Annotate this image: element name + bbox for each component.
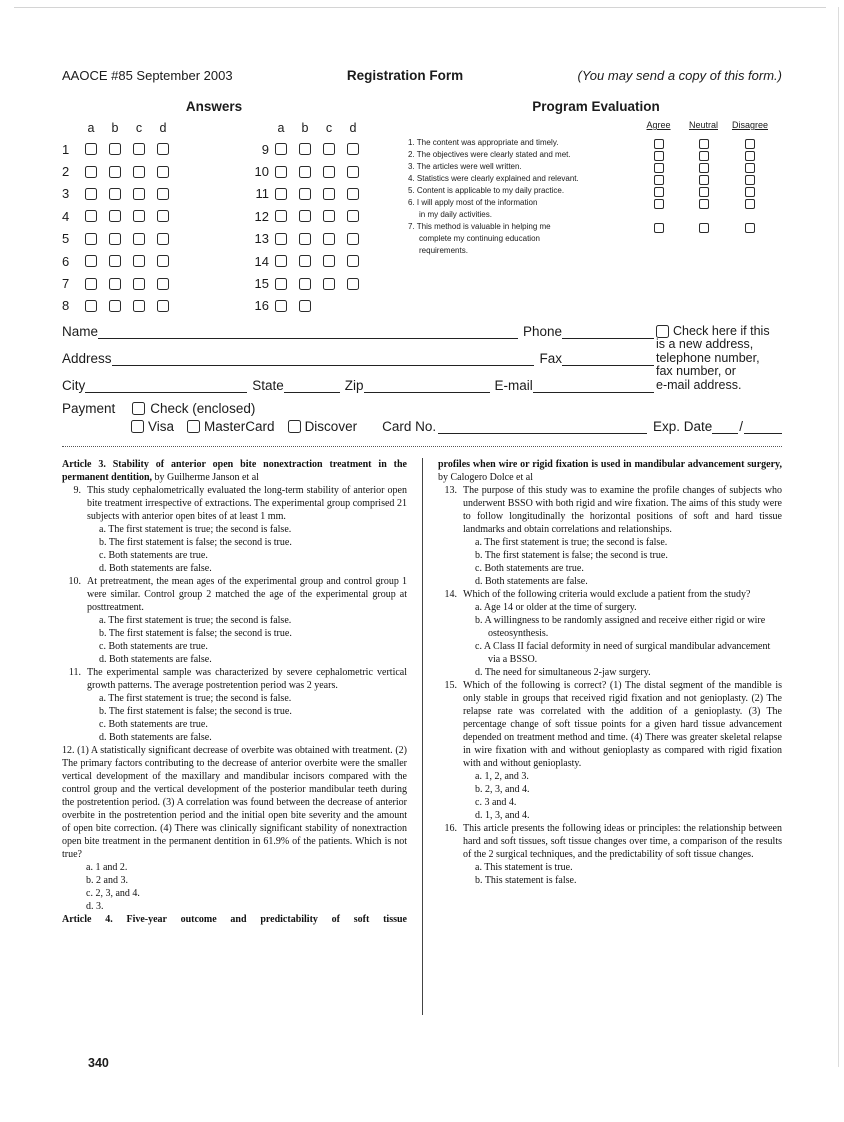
answer-option: c. Both statements are true.: [475, 563, 584, 574]
answer-checkbox-12a[interactable]: [275, 210, 287, 222]
issue-label: AAOCE #85 September 2003: [62, 68, 233, 83]
answer-checkbox-11d[interactable]: [347, 188, 359, 200]
answer-row: [62, 138, 175, 160]
answer-option: b. This statement is false.: [475, 875, 577, 886]
note-text-line: Check here if this: [673, 324, 770, 338]
answer-number: 1: [62, 141, 70, 157]
address-row: [62, 352, 654, 366]
answer-checkbox-1d[interactable]: [157, 143, 169, 155]
answer-checkbox-14d[interactable]: [347, 255, 359, 267]
answer-option: a. Age 14 or older at the time of surgery.: [475, 602, 637, 613]
answer-number: 5: [62, 231, 70, 247]
evaluation-checkbox-4-agree[interactable]: [654, 175, 664, 185]
answer-letter-label: b: [301, 121, 309, 135]
scan-edge-right: [838, 7, 839, 1067]
answer-checkbox-12b[interactable]: [299, 210, 311, 222]
evaluation-checkbox-7-disagree[interactable]: [745, 223, 755, 233]
fax-fill-line[interactable]: [562, 352, 654, 366]
article-byline: by Calogero Dolce et al: [438, 472, 533, 483]
answer-row: [62, 295, 175, 317]
card-option: [288, 419, 358, 434]
dotted-divider: [62, 446, 782, 447]
answer-checkbox-2a[interactable]: [85, 166, 97, 178]
answer-checkbox-10c[interactable]: [323, 166, 335, 178]
question-number: 14.: [444, 589, 457, 600]
evaluation-checkbox-5-neutral[interactable]: [699, 187, 709, 197]
question-text: At pretreatment, the mean ages of the experimental group and control group 1 were similar. Control group 2 matched the age of the experimental group at posttreatment.: [87, 576, 407, 613]
answer-checkbox-3a[interactable]: [85, 188, 97, 200]
answer-checkbox-15a[interactable]: [275, 278, 287, 290]
answers-section: [62, 99, 366, 317]
evaluation-item-text: 3. The articles were well written.: [408, 162, 522, 171]
new-address-checkbox[interactable]: [656, 325, 669, 338]
evaluation-item: [408, 185, 784, 197]
answer-number: 13: [254, 231, 269, 247]
answer-checkbox-15b[interactable]: [299, 278, 311, 290]
answer-checkbox-9a[interactable]: [275, 143, 287, 155]
answer-letter-label: d: [349, 121, 357, 135]
card-option-label: Discover: [304, 419, 358, 434]
payment-label: Payment: [62, 401, 116, 416]
question-text: The experimental sample was characterized by severe cephalometric vertical growth patterns. The average postretention period was 2 years.: [87, 667, 407, 691]
article-title-text: Article 3. Stability of anterior open bite nonextraction treatment in the permanent dentition,: [62, 459, 407, 483]
card-row: [131, 419, 782, 434]
answer-option: a. The first statement is true; the second is false.: [99, 524, 292, 535]
evaluation-item-text: 7. This method is valuable in helping me complete my continuing education requirements.: [408, 222, 551, 255]
answer-number: 16: [254, 298, 269, 314]
answer-checkbox-4c[interactable]: [133, 210, 145, 222]
address-label: Address: [62, 351, 112, 366]
answer-number: 9: [261, 141, 269, 157]
articles-section: [62, 458, 782, 926]
answer-checkbox-6a[interactable]: [85, 255, 97, 267]
card-option-label: MasterCard: [204, 419, 275, 434]
answer-option: c. Both statements are true.: [99, 550, 208, 561]
answer-row: [239, 138, 365, 160]
answer-row: [239, 160, 365, 182]
answer-checkbox-1c[interactable]: [133, 143, 145, 155]
answer-option: b. 2, 3, and 4.: [475, 784, 530, 795]
city-label: City: [62, 378, 86, 393]
phone-label: Phone: [522, 324, 562, 339]
card-checkbox-mastercard[interactable]: [187, 420, 200, 433]
phone-fill-line[interactable]: [562, 325, 654, 339]
answers-heading: Answers: [185, 99, 243, 114]
answer-number: 14: [254, 253, 269, 269]
page-number: 340: [88, 1056, 109, 1070]
question-text: This study cephalometrically evaluated the long-term stability of anterior open bite treatment irrespective of extractions. The experimental group comprised 21 subjects with anterior open bites of at least 1 mm.: [87, 485, 407, 522]
answer-row: [239, 183, 365, 205]
evaluation-checkbox-2-neutral[interactable]: [699, 151, 709, 161]
answer-checkbox-1a[interactable]: [85, 143, 97, 155]
answer-checkbox-11a[interactable]: [275, 188, 287, 200]
answer-row: [239, 205, 365, 227]
evaluation-checkbox-2-agree[interactable]: [654, 151, 664, 161]
answer-checkbox-13c[interactable]: [323, 233, 335, 245]
answer-option: b. The first statement is false; the second is true.: [99, 628, 292, 639]
answer-checkbox-9c[interactable]: [323, 143, 335, 155]
answer-checkbox-9b[interactable]: [299, 143, 311, 155]
evaluation-item-text: 4. Statistics were clearly explained and relevant.: [408, 174, 579, 183]
answer-checkbox-10a[interactable]: [275, 166, 287, 178]
evaluation-items: [408, 137, 784, 257]
question: [438, 484, 782, 588]
question: [438, 822, 782, 887]
evaluation-item: [408, 221, 784, 257]
city-row: [62, 379, 654, 393]
evaluation-column-headers: [408, 120, 784, 130]
articles-right-column: [438, 458, 782, 926]
answer-checkbox-7b[interactable]: [109, 278, 121, 290]
answer-letter-label: a: [277, 121, 285, 135]
note-text-line: is a new address,: [656, 337, 754, 352]
answer-option: a. 1, 2, and 3.: [475, 771, 529, 782]
answer-checkbox-1b[interactable]: [109, 143, 121, 155]
answer-option: a. 1 and 2.: [86, 862, 128, 873]
question-number: 9.: [73, 485, 81, 496]
question: [438, 588, 782, 679]
answer-number: 6: [62, 253, 70, 269]
evaluation-item: [408, 197, 784, 221]
answer-checkbox-2d[interactable]: [157, 166, 169, 178]
address-fill-line[interactable]: [112, 352, 535, 366]
answer-checkbox-5d[interactable]: [157, 233, 169, 245]
question-number: 11.: [68, 667, 81, 678]
evaluation-checkbox-3-neutral[interactable]: [699, 163, 709, 173]
answer-option: d. Both statements are false.: [99, 732, 212, 743]
article-title: [62, 913, 407, 926]
evaluation-checkbox-6-disagree[interactable]: [745, 199, 755, 209]
answer-checkbox-4a[interactable]: [85, 210, 97, 222]
evaluation-checkbox-1-agree[interactable]: [654, 139, 664, 149]
answer-checkbox-12d[interactable]: [347, 210, 359, 222]
answer-option: d. Both statements are false.: [475, 576, 588, 587]
answer-row: [239, 228, 365, 250]
answer-checkbox-4b[interactable]: [109, 210, 121, 222]
evaluation-checkbox-7-agree[interactable]: [654, 223, 664, 233]
evaluation-checkbox-3-agree[interactable]: [654, 163, 664, 173]
check-enclosed-checkbox[interactable]: [132, 402, 145, 415]
email-label: E-mail: [494, 378, 533, 393]
question-text: Which of the following criteria would exclude a patient from the study?: [463, 589, 751, 600]
question: [438, 679, 782, 822]
answer-checkbox-6d[interactable]: [157, 255, 169, 267]
zip-label: Zip: [344, 378, 364, 393]
evaluation-item-text: 1. The content was appropriate and timely.: [408, 138, 559, 147]
article-byline: by Guilherme Janson et al: [152, 472, 259, 483]
evaluation-item-text: 5. Content is applicable to my daily practice.: [408, 186, 565, 195]
answer-letters-row: [62, 118, 175, 138]
answer-letter-label: a: [87, 121, 95, 135]
state-fill-line[interactable]: [284, 379, 340, 393]
question-text: This article presents the following ideas or principles: the relationship between hard and soft tissues, soft tissue changes over time, a comparison of the results of the 2 surgical techniques, and the predictability of soft tissue changes.: [463, 823, 782, 860]
article-title-text: profiles when wire or rigid fixation is used in mandibular advancement surgery,: [438, 459, 782, 470]
answer-number: 8: [62, 298, 70, 314]
answer-checkbox-15d[interactable]: [347, 278, 359, 290]
page-header: [62, 68, 782, 83]
answer-letter-label: b: [111, 121, 119, 135]
card-checkbox-visa[interactable]: [131, 420, 144, 433]
exp-month-fill-line[interactable]: [712, 420, 738, 434]
answer-number: 2: [62, 164, 70, 180]
evaluation-checkbox-5-disagree[interactable]: [745, 187, 755, 197]
answer-row: [239, 295, 365, 317]
answer-checkbox-3c[interactable]: [133, 188, 145, 200]
answer-row: [62, 228, 175, 250]
answer-letter-label: d: [159, 121, 167, 135]
evaluation-checkbox-4-disagree[interactable]: [745, 175, 755, 185]
answer-checkbox-2b[interactable]: [109, 166, 121, 178]
answer-checkbox-5a[interactable]: [85, 233, 97, 245]
answer-number: 12: [254, 208, 269, 224]
answer-checkbox-8d[interactable]: [157, 300, 169, 312]
answer-option: d. 3.: [86, 901, 104, 912]
question: [62, 484, 407, 575]
copy-note: (You may send a copy of this form.): [577, 68, 782, 83]
answer-option: d. 1, 3, and 4.: [475, 810, 530, 821]
answer-checkbox-3b[interactable]: [109, 188, 121, 200]
page-title: Registration Form: [346, 68, 464, 83]
answer-row: [62, 183, 175, 205]
answer-checkbox-4d[interactable]: [157, 210, 169, 222]
answer-option: b. The first statement is false; the second is true.: [475, 550, 668, 561]
evaluation-heading: Program Evaluation: [532, 99, 660, 114]
answer-checkbox-8a[interactable]: [85, 300, 97, 312]
answer-checkbox-7d[interactable]: [157, 278, 169, 290]
answer-checkbox-11b[interactable]: [299, 188, 311, 200]
answer-option: c. 2, 3, and 4.: [86, 888, 140, 899]
evaluation-checkbox-3-disagree[interactable]: [745, 163, 755, 173]
evaluation-column-header: Agree: [646, 120, 671, 130]
evaluation-header-spacer: [408, 120, 636, 130]
name-label: Name: [62, 324, 99, 339]
evaluation-checkbox-1-neutral[interactable]: [699, 139, 709, 149]
exp-separator: /: [739, 419, 743, 434]
answer-number: 15: [254, 276, 269, 292]
card-no-label: Card No.: [382, 419, 437, 434]
evaluation-column-header: Neutral: [688, 120, 718, 130]
evaluation-item: [408, 161, 784, 173]
note-text-line: e-mail address.: [656, 377, 742, 392]
answer-letter-label: c: [135, 121, 143, 135]
answer-option: c. 3 and 4.: [475, 797, 517, 808]
answer-row: [62, 160, 175, 182]
answer-checkbox-10b[interactable]: [299, 166, 311, 178]
answer-checkbox-16b[interactable]: [299, 300, 311, 312]
answer-row: [62, 272, 175, 294]
card-options: [131, 419, 370, 434]
answer-checkbox-14c[interactable]: [323, 255, 335, 267]
answer-checkbox-6c[interactable]: [133, 255, 145, 267]
name-fill-line[interactable]: [98, 325, 518, 339]
evaluation-checkbox-4-neutral[interactable]: [699, 175, 709, 185]
evaluation-checkbox-6-neutral[interactable]: [699, 199, 709, 209]
answer-letters-row: [239, 118, 365, 138]
evaluation-checkbox-5-agree[interactable]: [654, 187, 664, 197]
payment-row: [62, 401, 255, 416]
evaluation-checkbox-6-agree[interactable]: [654, 199, 664, 209]
article-title: [438, 458, 782, 484]
note-text-line: telephone number,: [656, 350, 760, 365]
note-text-line: fax number, or: [656, 364, 736, 379]
column-divider: [422, 458, 423, 1015]
answer-checkbox-13d[interactable]: [347, 233, 359, 245]
answer-checkbox-8c[interactable]: [133, 300, 145, 312]
evaluation-item: [408, 149, 784, 161]
card-option-label: Visa: [148, 419, 175, 434]
answer-option: d. The need for simultaneous 2-jaw surgery.: [475, 667, 651, 678]
article-title-text: Article 4. Five-year outcome and predictability of soft tissue: [62, 914, 407, 925]
answer-checkbox-5c[interactable]: [133, 233, 145, 245]
answer-option: b. The first statement is false; the second is true.: [99, 706, 292, 717]
answer-checkbox-14b[interactable]: [299, 255, 311, 267]
question-number: 10.: [68, 576, 81, 587]
card-no-fill-line[interactable]: [438, 420, 647, 434]
answer-option: b. The first statement is false; the second is true.: [99, 537, 292, 548]
answer-option: a. This statement is true.: [475, 862, 573, 873]
new-address-note: [656, 325, 786, 392]
answer-checkbox-13b[interactable]: [299, 233, 311, 245]
answer-checkbox-11c[interactable]: [323, 188, 335, 200]
state-label: State: [252, 378, 284, 393]
evaluation-item: [408, 173, 784, 185]
answer-checkbox-10d[interactable]: [347, 166, 359, 178]
answer-option: a. The first statement is true; the second is false.: [475, 537, 668, 548]
card-checkbox-discover[interactable]: [288, 420, 301, 433]
exp-date-label: Exp. Date: [652, 419, 713, 434]
answer-number: 10: [254, 164, 269, 180]
evaluation-item-text: 2. The objectives were clearly stated and met.: [408, 150, 571, 159]
evaluation-checkbox-1-disagree[interactable]: [745, 139, 755, 149]
card-option: [131, 419, 174, 434]
answers-column: [62, 118, 175, 317]
card-option: [187, 419, 275, 434]
exp-year-fill-line[interactable]: [744, 420, 782, 434]
answer-checkbox-7c[interactable]: [133, 278, 145, 290]
answer-checkbox-12c[interactable]: [323, 210, 335, 222]
answer-checkbox-7a[interactable]: [85, 278, 97, 290]
question: [62, 666, 407, 744]
question-number: 13.: [444, 485, 457, 496]
answer-row: [62, 205, 175, 227]
answer-checkbox-14a[interactable]: [275, 255, 287, 267]
answer-option: a. The first statement is true; the second is false.: [99, 615, 292, 626]
check-enclosed-label: Check (enclosed): [150, 401, 256, 416]
answer-option: c. Both statements are true.: [99, 641, 208, 652]
city-fill-line[interactable]: [85, 379, 247, 393]
answers-grid: [62, 118, 366, 317]
question-text: 12. (1) A statistically significant decrease of overbite was obtained with treatment. (2) The primary factors contributing to the decrease of anterior overbite were the smaller vertical development of the maxillary and mandibular incisors compared with the control group and the vertical development of the posterior mandibular teeth during the postretention period. (3) A correlation was found between the decrease of anterior overbite in the postretention period and the initial open bite severity and the amount of open bite correction. (4) There was clinically significant stability of nonextraction open bite treatment in the permanent dentition in 61.9% of the patients. Which is not true?: [62, 745, 407, 860]
answer-option: b. A willingness to be randomly assigned and receive either rigid or wire osteosynthesis.: [475, 615, 766, 639]
answer-row: [239, 272, 365, 294]
answer-row: [239, 250, 365, 272]
answer-checkbox-9d[interactable]: [347, 143, 359, 155]
question-text: Which of the following is correct? (1) The distal segment of the mandible is only stable in groups that received rigid fixation and not genioplasty. (2) The relapse rate was correlated with the addition of a genioplasty. (3) The percentage change of soft tissue points for a given hard tissue advancement depended on treatment method and time. (4) There was greater skeletal relapse in wire fixation with and without genioplasty as compared with rigid fixation with and without genioplasty.: [463, 680, 782, 769]
evaluation-column-header: Disagree: [731, 120, 769, 130]
article-title: [62, 458, 407, 484]
answer-option: c. A Class II facial deformity in need of surgical mandibular advancement via a BSSO.: [475, 641, 771, 665]
name-row: [62, 325, 654, 339]
answer-checkbox-2c[interactable]: [133, 166, 145, 178]
question-number: 16.: [444, 823, 457, 834]
answer-number: 4: [62, 208, 70, 224]
scan-edge-top: [14, 7, 826, 8]
zip-fill-line[interactable]: [364, 379, 490, 393]
answer-number: 7: [62, 276, 70, 292]
answer-checkbox-16a[interactable]: [275, 300, 287, 312]
answer-checkbox-3d[interactable]: [157, 188, 169, 200]
evaluation-item: [408, 137, 784, 149]
answer-checkbox-13a[interactable]: [275, 233, 287, 245]
evaluation-section: [408, 99, 784, 257]
answer-checkbox-6b[interactable]: [109, 255, 121, 267]
answer-checkbox-5b[interactable]: [109, 233, 121, 245]
evaluation-checkbox-2-disagree[interactable]: [745, 151, 755, 161]
answer-option: a. The first statement is true; the second is false.: [99, 693, 292, 704]
answer-number: 3: [62, 186, 70, 202]
answer-option: d. Both statements are false.: [99, 654, 212, 665]
answer-option: d. Both statements are false.: [99, 563, 212, 574]
new-address-note-line: [656, 325, 786, 338]
evaluation-checkbox-7-neutral[interactable]: [699, 223, 709, 233]
answer-letter-label: c: [325, 121, 333, 135]
question-options: [62, 861, 407, 913]
email-fill-line[interactable]: [533, 379, 654, 393]
question: [62, 744, 407, 913]
answer-number: 11: [255, 186, 269, 202]
fax-label: Fax: [539, 351, 562, 366]
answer-checkbox-8b[interactable]: [109, 300, 121, 312]
answer-row: [62, 250, 175, 272]
answer-checkbox-15c[interactable]: [323, 278, 335, 290]
evaluation-item-text: 6. I will apply most of the information in my daily activities.: [408, 198, 538, 219]
articles-left-column: [62, 458, 407, 926]
answers-column: [239, 118, 365, 317]
answer-option: c. Both statements are true.: [99, 719, 208, 730]
question-number: 15.: [444, 680, 457, 691]
answer-option: b. 2 and 3.: [86, 875, 128, 886]
question-text: The purpose of this study was to examine the profile changes of subjects who underwent BSSO with both rigid and wire fixation. The aims of this study were to follow longitudinally the horizontal positions of soft and hard tissue landmarks and obtain correlations and relationships.: [463, 485, 782, 535]
question: [62, 575, 407, 666]
